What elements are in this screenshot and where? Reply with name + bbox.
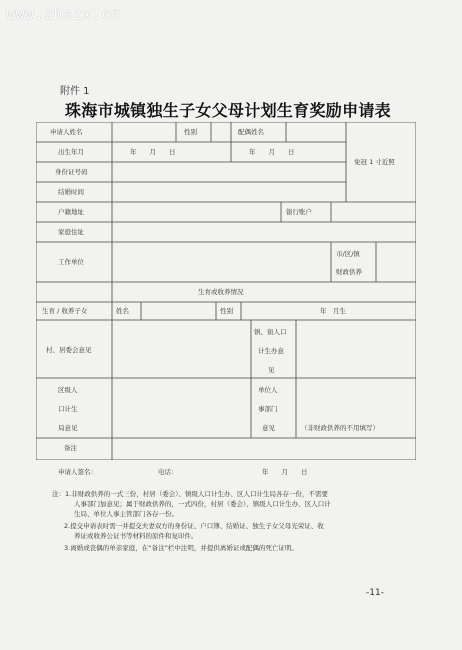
label-town-line1: 镇、街人口 bbox=[254, 328, 287, 336]
note-1-line-1: 注：1.非财政供养的一式三份，村居（委会）、镇级人口计生办、区人口计生局各存一份，不需要 bbox=[52, 490, 328, 498]
label-village-opinion: 村、居委会意见 bbox=[46, 346, 92, 354]
application-form-table bbox=[36, 122, 416, 460]
label-child-gender: 性别 bbox=[220, 307, 233, 315]
label-household-address: 户籍地址 bbox=[58, 208, 84, 216]
note-1-line-3: 生局、单位人事主管部门各存一份。 bbox=[74, 510, 178, 518]
form-title: 珠海市城镇独生子女父母计划生育奖励申请表 bbox=[64, 101, 391, 120]
child-birth-field[interactable]: 年 月生 bbox=[320, 307, 346, 315]
label-district-line1: 区级人 bbox=[58, 386, 78, 394]
label-child: 生育 / 收养子女 bbox=[42, 307, 88, 315]
label-bank-account: 银行账户 bbox=[286, 208, 312, 216]
page-number: -11- bbox=[366, 588, 384, 598]
label-district-line2: 口计生 bbox=[58, 405, 78, 413]
photo-box-label: 免冠 1 寸近照 bbox=[354, 158, 395, 166]
note-3-line-1: 3.离婚或丧偶的单亲家庭，在“备注”栏中注明，并提供离婚证或配偶的死亡证明。 bbox=[64, 544, 298, 552]
note-2-line-2: 养证或收养公证书等材料的原件和复印件。 bbox=[74, 532, 198, 540]
label-spouse-name: 配偶姓名 bbox=[238, 128, 264, 136]
label-birth-date: 出生年月 bbox=[58, 148, 84, 156]
note-2-line-1: 2.提交申请表时需一并提交夫妻双方的身份证、户口簿、结婚证、独生子女父母光荣证、收 bbox=[64, 522, 324, 530]
label-district-line3: 局意见 bbox=[58, 424, 78, 432]
spouse-birth-date-field[interactable]: 年 月 日 bbox=[249, 148, 295, 156]
label-finance-line2: 财政供养 bbox=[336, 268, 362, 276]
label-child-name: 姓名 bbox=[116, 307, 129, 315]
label-unit-line3: 意见 bbox=[262, 424, 275, 432]
watermark: www.zhszx.cn bbox=[6, 5, 121, 23]
label-home-address: 家庭住址 bbox=[58, 228, 84, 236]
phone-label: 电话： bbox=[158, 468, 178, 476]
label-town-line2: 计生办意 bbox=[258, 347, 284, 355]
annex-label: 附件 1 bbox=[60, 86, 90, 97]
applicant-birth-date-field[interactable]: 年 月 日 bbox=[130, 148, 176, 156]
label-gender: 性别 bbox=[184, 128, 197, 136]
label-unit-line2: 事部门 bbox=[258, 405, 278, 413]
note-1-line-2: 人事部门加意见；属于财政供养的，一式四份，村居（委会）、镇级人口计生办、区人口计 bbox=[74, 500, 331, 508]
label-finance-line1: 市/区/镇 bbox=[336, 250, 360, 258]
footer-date: 年 月 日 bbox=[262, 468, 308, 476]
non-finance-note: （非财政供养的不用填写） bbox=[301, 424, 379, 432]
label-unit-line1: 单位人 bbox=[258, 386, 278, 394]
label-remarks: 备注 bbox=[64, 444, 77, 452]
applicant-signature-label: 申请人签名： bbox=[58, 468, 97, 476]
label-marriage-date: 结婚时间 bbox=[58, 188, 84, 196]
label-applicant-name: 申请人姓名 bbox=[50, 128, 83, 136]
label-id-number: 身份证号码 bbox=[55, 168, 88, 176]
label-town-line3: 见 bbox=[268, 366, 275, 374]
section-birth-adopt: 生育或收养情况 bbox=[198, 288, 244, 296]
label-work-unit: 工作单位 bbox=[58, 258, 84, 266]
